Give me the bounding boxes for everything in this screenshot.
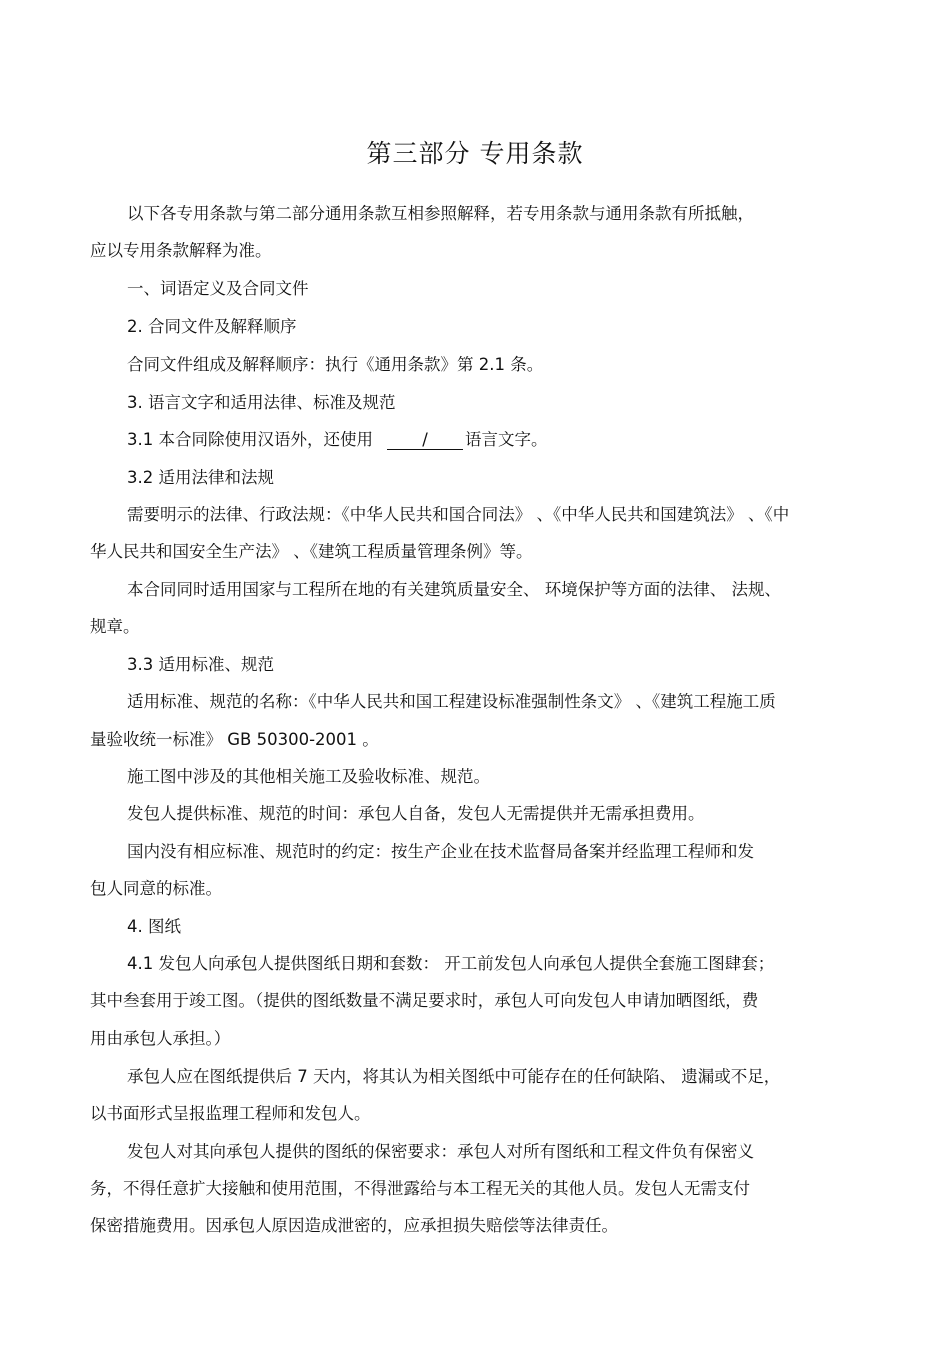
section-4-1-text-line-5: 以书面形式呈报监理工程师和发包人。: [90, 1104, 371, 1123]
section-4-1-text-line-3: 用由承包人承担。）: [90, 1029, 231, 1048]
section-3-2-text-line-1: 需要明示的法律、行政法规：《中华人民共和国合同法》 、《中华人民共和国建筑法》 、《中: [127, 505, 790, 524]
section-3-3-heading: 3.3 适用标准、规范: [127, 655, 274, 674]
section-1-heading: 一、词语定义及合同文件: [127, 279, 309, 298]
section-4-1-text-line-2: 其中叁套用于竣工图。（提供的图纸数量不满足要求时，承包人可向发包人申请加晒图纸，费: [90, 991, 759, 1010]
section-4-1-text-line-1: 4.1 发包人向承包人提供图纸日期和套数： 开工前发包人向承包人提供全套施工图肆套；: [127, 954, 775, 973]
section-4-1-text-line-4: 承包人应在图纸提供后 7 天内，将其认为相关图纸中可能存在的任何缺陷、 遗漏或不足，: [127, 1067, 781, 1086]
section-3-3-text-line-4: 发包人提供标准、规范的时间：承包人自备，发包人无需提供并无需承担费用。: [127, 804, 705, 823]
section-3-2-text-line-2: 华人民共和国安全生产法》 、《建筑工程质量管理条例》等。: [90, 542, 533, 561]
section-2-text: 合同文件组成及解释顺序：执行《通用条款》第 2.1 条。: [127, 355, 544, 374]
section-2-heading: 2. 合同文件及解释顺序: [127, 317, 297, 336]
section-3-3-text-line-2: 量验收统一标准》 GB 50300-2001 。: [90, 730, 379, 749]
section-4-heading: 4. 图纸: [127, 917, 181, 936]
section-3-2-heading: 3.2 适用法律和法规: [127, 468, 274, 487]
section-3-1-prefix: 3.1 本合同除使用汉语外，还使用: [127, 430, 373, 449]
section-3-3-text-line-3: 施工图中涉及的其他相关施工及验收标准、规范。: [127, 767, 490, 786]
section-3-1-suffix: 语言文字。: [465, 430, 548, 449]
section-4-1-text-line-7: 务，不得任意扩大接触和使用范围，不得泄露给与本工程无关的其他人员。发包人无需支付: [90, 1179, 750, 1198]
section-3-1-line: [127, 429, 548, 451]
language-blank-field: /: [387, 431, 463, 450]
page-title: 第三部分 专用条款: [366, 139, 584, 168]
section-3-2-text-line-4: 规章。: [90, 617, 140, 636]
intro-paragraph-line-2: 应以专用条款解释为准。: [90, 241, 272, 260]
section-4-1-text-line-8: 保密措施费用。因承包人原因造成泄密的，应承担损失赔偿等法律责任。: [90, 1216, 618, 1235]
section-3-heading: 3. 语言文字和适用法律、标准及规范: [127, 393, 396, 412]
section-4-1-text-line-6: 发包人对其向承包人提供的图纸的保密要求：承包人对所有图纸和工程文件负有保密义: [127, 1142, 754, 1161]
intro-paragraph-line-1: 以下各专用条款与第二部分通用条款互相参照解释，若专用条款与通用条款有所抵触，: [127, 204, 754, 223]
section-3-2-text-line-3: 本合同同时适用国家与工程所在地的有关建筑质量安全、 环境保护等方面的法律、 法规、: [127, 580, 781, 599]
section-3-3-text-line-6: 包人同意的标准。: [90, 879, 222, 898]
section-3-3-text-line-1: 适用标准、规范的名称：《中华人民共和国工程建设标准强制性条文》 、《建筑工程施工质: [127, 692, 776, 711]
section-3-3-text-line-5: 国内没有相应标准、规范时的约定：按生产企业在技术监督局备案并经监理工程师和发: [127, 842, 754, 861]
